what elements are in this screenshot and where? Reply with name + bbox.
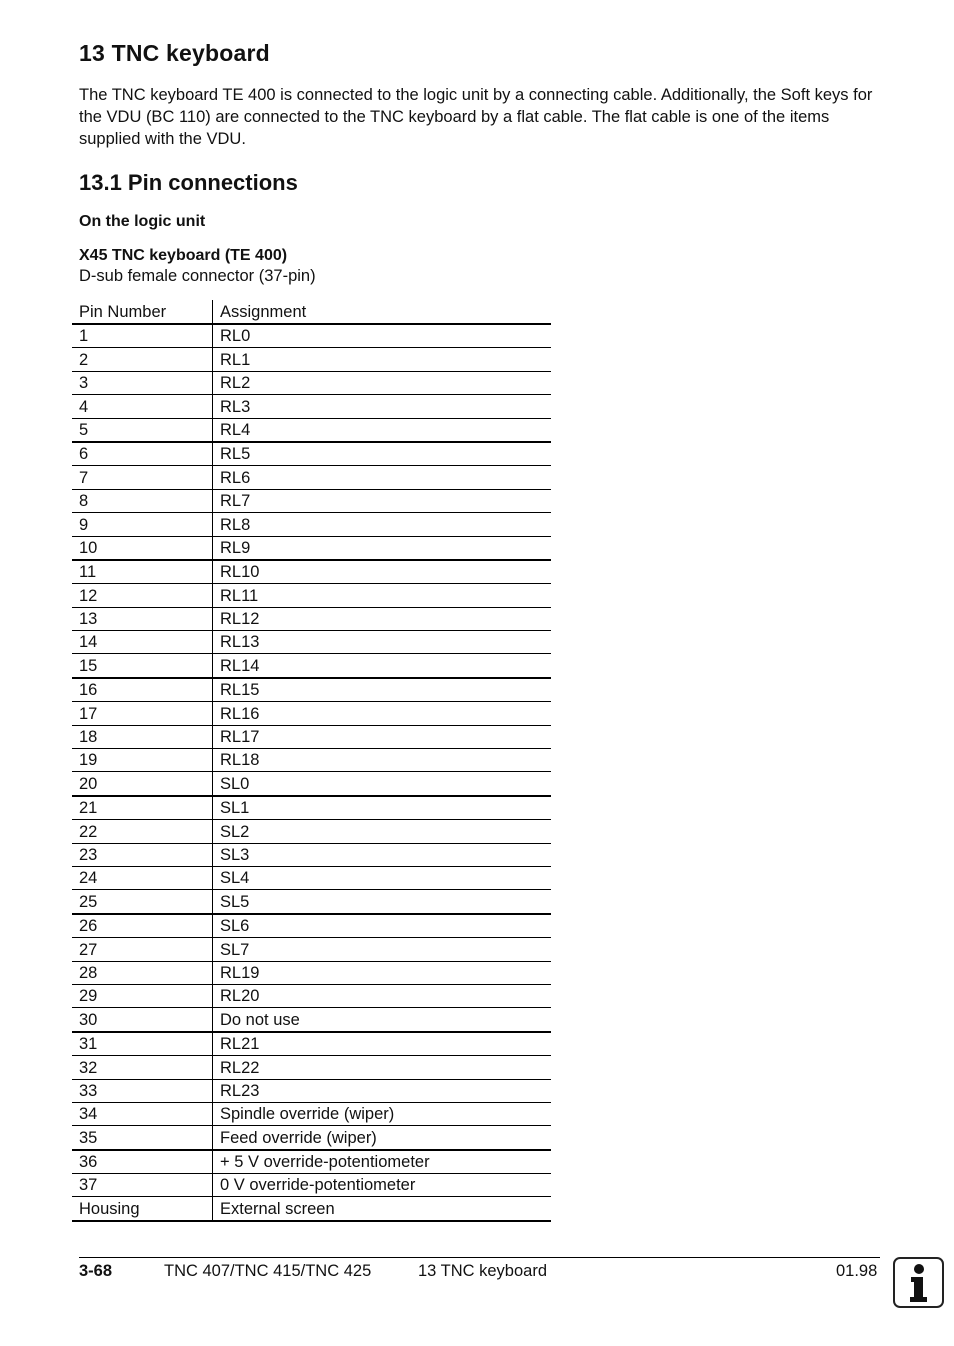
table-row: [72, 536, 551, 560]
assignment-cell: RL8: [213, 513, 552, 536]
assignment-cell: RL23: [213, 1079, 552, 1102]
assignment-cell: 0 V override-potentiometer: [213, 1174, 552, 1197]
pin-number-cell: 8: [72, 489, 213, 512]
assignment-cell: SL4: [213, 866, 552, 889]
table-row: [72, 890, 551, 914]
assignment-cell: RL21: [213, 1032, 552, 1056]
assignment-cell: RL3: [213, 395, 552, 418]
table-row: [72, 1008, 551, 1032]
table-row: [72, 1056, 551, 1079]
assignment-cell: SL5: [213, 890, 552, 914]
pin-number-cell: 25: [72, 890, 213, 914]
assignment-cell: RL18: [213, 749, 552, 772]
footer-model: TNC 407/TNC 415/TNC 425: [164, 1262, 372, 1280]
pin-number-cell: 2: [72, 348, 213, 371]
table-row: [72, 843, 551, 866]
assignment-cell: RL6: [213, 466, 552, 489]
pin-number-cell: 9: [72, 513, 213, 536]
table-row: [72, 984, 551, 1007]
footer-chapter: 13 TNC keyboard: [418, 1262, 548, 1280]
pin-number-header: Pin Number: [72, 300, 213, 324]
assignment-cell: Feed override (wiper): [213, 1126, 552, 1150]
assignment-cell: RL15: [213, 678, 552, 702]
pin-number-cell: 16: [72, 678, 213, 702]
pin-number-cell: 11: [72, 560, 213, 584]
assignment-cell: SL3: [213, 843, 552, 866]
pin-number-cell: 15: [72, 654, 213, 678]
assignment-cell: SL1: [213, 796, 552, 820]
pin-number-cell: 1: [72, 324, 213, 348]
footer-rule: [79, 1257, 880, 1258]
pin-number-cell: 31: [72, 1032, 213, 1056]
info-icon: [893, 1257, 944, 1308]
assignment-cell: RL16: [213, 702, 552, 725]
table-row: [72, 749, 551, 772]
assignment-cell: RL4: [213, 418, 552, 442]
pin-number-cell: 33: [72, 1079, 213, 1102]
table-row: [72, 1032, 551, 1056]
assignment-cell: RL7: [213, 489, 552, 512]
assignment-cell: RL19: [213, 961, 552, 984]
pin-number-cell: 18: [72, 725, 213, 748]
pin-table-body: [72, 324, 551, 1221]
table-row: [72, 1174, 551, 1197]
table-row: [72, 466, 551, 489]
assignment-cell: SL0: [213, 772, 552, 796]
table-row: [72, 702, 551, 725]
table-row: [72, 938, 551, 961]
pin-number-cell: 30: [72, 1008, 213, 1032]
table-row: [72, 560, 551, 584]
table-row: [72, 489, 551, 512]
table-row: [72, 1197, 551, 1221]
assignment-cell: RL17: [213, 725, 552, 748]
assignment-cell: Do not use: [213, 1008, 552, 1032]
assignment-cell: SL2: [213, 820, 552, 843]
pin-table: [72, 300, 551, 1222]
pin-number-cell: 3: [72, 371, 213, 394]
pin-number-cell: 32: [72, 1056, 213, 1079]
table-row: [72, 1102, 551, 1125]
assignment-cell: RL2: [213, 371, 552, 394]
table-row: [72, 418, 551, 442]
table-row: [72, 395, 551, 418]
assignment-header: Assignment: [213, 300, 552, 324]
intro-paragraph: The TNC keyboard TE 400 is connected to the logic unit by a connecting cable. Additionally, the Soft keys for the VDU (BC 110) are connected to the TNC keyboard by a flat cable. The flat cable is one of the items supplied with the VDU.: [79, 86, 873, 148]
table-row: [72, 371, 551, 394]
table-row: [72, 678, 551, 702]
table-row: [72, 607, 551, 630]
chapter-heading: 13 TNC keyboard: [79, 40, 270, 66]
assignment-cell: RL22: [213, 1056, 552, 1079]
assignment-cell: RL11: [213, 584, 552, 607]
footer-page-number: 3-68: [79, 1262, 113, 1280]
pin-number-cell: 20: [72, 772, 213, 796]
connector-description: D-sub female connector (37-pin): [79, 267, 316, 285]
table-row: [72, 442, 551, 466]
pin-number-cell: Housing: [72, 1197, 213, 1221]
assignment-cell: RL13: [213, 631, 552, 654]
table-row: [72, 961, 551, 984]
table-row: [72, 324, 551, 348]
table-row: [72, 631, 551, 654]
pin-number-cell: 10: [72, 536, 213, 560]
pin-number-cell: 13: [72, 607, 213, 630]
pin-number-cell: 36: [72, 1150, 213, 1174]
pin-number-cell: 7: [72, 466, 213, 489]
assignment-cell: SL7: [213, 938, 552, 961]
pin-number-cell: 22: [72, 820, 213, 843]
pin-number-cell: 23: [72, 843, 213, 866]
pin-number-cell: 12: [72, 584, 213, 607]
table-row: [72, 1126, 551, 1150]
table-row: [72, 796, 551, 820]
pin-number-cell: 19: [72, 749, 213, 772]
assignment-cell: + 5 V override-potentiometer: [213, 1150, 552, 1174]
pin-number-cell: 6: [72, 442, 213, 466]
pin-number-cell: 21: [72, 796, 213, 820]
table-row: [72, 348, 551, 371]
assignment-cell: Spindle override (wiper): [213, 1102, 552, 1125]
pin-number-cell: 34: [72, 1102, 213, 1125]
table-row: [72, 820, 551, 843]
pin-number-cell: 37: [72, 1174, 213, 1197]
pin-number-cell: 5: [72, 418, 213, 442]
assignment-cell: RL9: [213, 536, 552, 560]
assignment-cell: SL6: [213, 914, 552, 938]
section-heading: 13.1 Pin connections: [79, 170, 298, 195]
pin-number-cell: 26: [72, 914, 213, 938]
assignment-cell: RL5: [213, 442, 552, 466]
pin-number-cell: 27: [72, 938, 213, 961]
pin-number-cell: 17: [72, 702, 213, 725]
logic-unit-subheading: On the logic unit: [79, 213, 206, 230]
assignment-cell: RL12: [213, 607, 552, 630]
pin-number-cell: 35: [72, 1126, 213, 1150]
assignment-cell: RL10: [213, 560, 552, 584]
assignment-cell: RL20: [213, 984, 552, 1007]
table-row: [72, 866, 551, 889]
pin-table-header-row: [72, 300, 551, 324]
table-row: [72, 1150, 551, 1174]
table-row: [72, 654, 551, 678]
table-row: [72, 1079, 551, 1102]
pin-number-cell: 29: [72, 984, 213, 1007]
table-row: [72, 772, 551, 796]
table-row: [72, 584, 551, 607]
assignment-cell: RL0: [213, 324, 552, 348]
pin-number-cell: 28: [72, 961, 213, 984]
table-row: [72, 513, 551, 536]
assignment-cell: External screen: [213, 1197, 552, 1221]
pin-number-cell: 14: [72, 631, 213, 654]
footer-date: 01.98: [836, 1262, 878, 1280]
table-row: [72, 725, 551, 748]
assignment-cell: RL14: [213, 654, 552, 678]
connector-subheading: X45 TNC keyboard (TE 400): [79, 247, 288, 264]
table-row: [72, 914, 551, 938]
pin-number-cell: 24: [72, 866, 213, 889]
assignment-cell: RL1: [213, 348, 552, 371]
pin-number-cell: 4: [72, 395, 213, 418]
